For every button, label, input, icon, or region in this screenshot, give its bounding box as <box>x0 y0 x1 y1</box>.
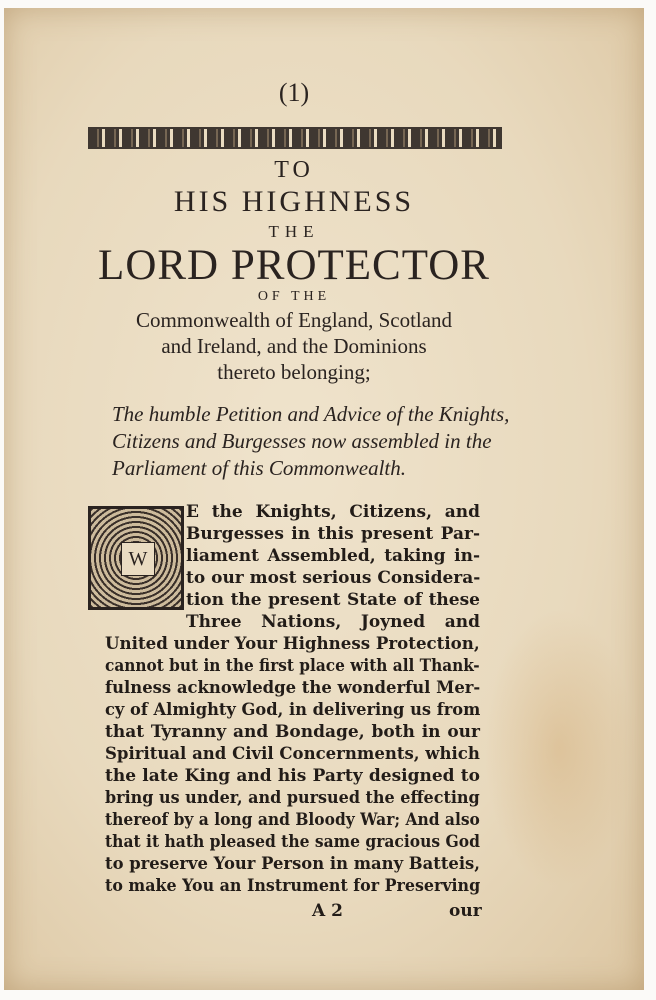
address-line: thereto belonging; <box>217 360 371 384</box>
body-line: to preserve Your Person in many Batteis, <box>105 854 480 874</box>
body-line: the late King and his Party designed to <box>105 766 480 786</box>
document-page <box>4 8 644 990</box>
body-line: cannot but in the first place with all Thank- <box>105 656 480 676</box>
heading-lord-protector: LORD PROTECTOR <box>98 242 490 289</box>
body-line: bring us under, and pursued the effecting <box>105 788 480 808</box>
heading-his-highness: HIS HIGHNESS <box>173 185 415 218</box>
petition-line: The humble Petition and Advice of the Knights, <box>112 402 510 426</box>
page-number: (1) <box>278 78 310 107</box>
body-line: fulness acknowledge the wonderful Mer- <box>105 678 481 698</box>
body-line: Burgesses in this present Par- <box>186 524 480 544</box>
heading-the: THE <box>268 222 320 241</box>
body-line: thereof by a long and Bloody War; And also <box>105 810 480 830</box>
paper-stain <box>484 608 634 888</box>
body-line: liament Assembled, taking in- <box>186 546 480 566</box>
signature-mark: A 2 <box>312 901 343 921</box>
address-line: Commonwealth of England, Scotland <box>135 308 453 332</box>
body-line: Spiritual and Civil Concernments, which <box>105 744 480 764</box>
body-line: Three Nations, Joyned and <box>186 612 480 632</box>
body-line: that Tyranny and Bondage, both in our <box>105 722 480 742</box>
address-line: and Ireland, and the Dominions <box>161 334 427 358</box>
body-line: cy of Almighty God, in delivering us from <box>105 700 481 720</box>
catchword: our <box>449 901 482 921</box>
heading-of-the: OF THE <box>257 289 331 304</box>
initial-letter: W <box>121 542 155 576</box>
heading-to: TO <box>274 157 314 183</box>
body-line: that it hath pleased the same gracious God <box>105 832 480 852</box>
petition-line: Citizens and Burgesses now assembled in the <box>112 429 492 453</box>
body-line: United under Your Highness Protection, <box>105 634 480 654</box>
body-line: E the Knights, Citizens, and <box>186 502 480 522</box>
body-line: to our most serious Considera- <box>186 568 481 588</box>
body-line: to make You an Instrument for Preserving <box>105 876 481 896</box>
decorated-initial <box>88 506 184 610</box>
body-line: tion the present State of these <box>186 590 480 610</box>
petition-line: Parliament of this Commonwealth. <box>112 456 406 480</box>
ornamental-border <box>88 127 502 149</box>
